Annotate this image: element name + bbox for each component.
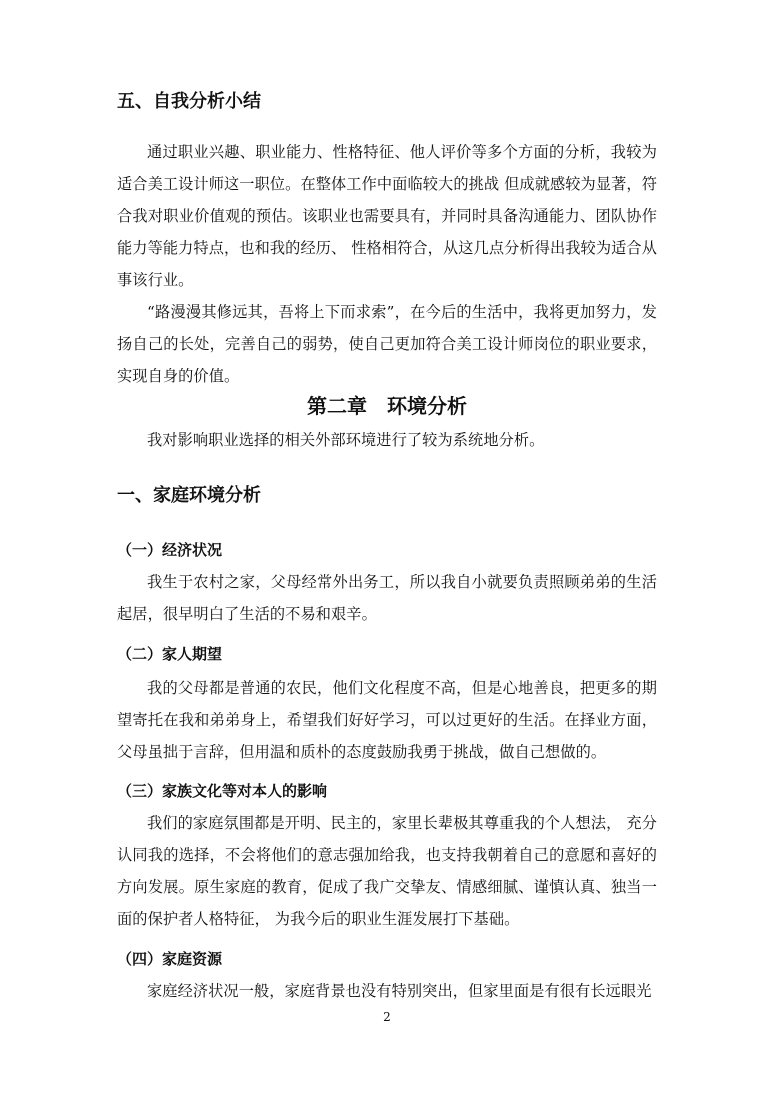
paragraph-family-culture: 我们的家庭氛围都是开明、民主的，家里长辈极其尊重我的个人想法， 充分认同我的选择，不会将他们的意志强加给我，也支持我朝着自己的意愿和喜好的方向发展。原生家庭的教育，促成了我广交挚友、情感细腻、谨慎认真、独当一面的保护者人格特征， 为我今后的职业生涯发展打下基础。 [117,814,657,928]
paragraph-economy: 我生于农村之家，父母经常外出务工，所以我自小就要负责照顾弟弟的生活起居，很早明白了生活的不易和艰辛。 [117,573,657,623]
chapter-title: 第二章 环境分析 [307,394,467,418]
section-heading-self-analysis-summary: 五、自我分析小结 [117,91,261,112]
section-heading-family-environment: 一、家庭环境分析 [117,485,261,506]
paragraph-motto: “路漫漫其修远其，吾将上下而求索”，在今后的生活中，我将更加努力，发扬自己的长处，完善自己的弱势，使自己更加符合美工设计师岗位的职业要求，实现自身的价值。 [117,303,657,385]
paragraph-summary: 通过职业兴趣、职业能力、性格特征、他人评价等多个方面的分析，我较为适合美工设计师这一职位。在整体工作中面临较大的挑战 但成就感较为显著，符合我对职业价值观的预估。该职业也需要具有，并同时具备沟通能力、团队协作能力等能力特点，也和我的经历、 性格相符合，从这几点分析得出我较为适合从事该行业。 [117,143,657,289]
chapter-intro: 我对影响职业选择的相关外部环境进行了较为系统地分析。 [147,431,545,449]
page-number: 2 [383,1010,391,1024]
paragraph-family-resources: 家庭经济状况一般，家庭背景也没有特别突出，但家里面是有很有长远眼光 [147,982,652,1000]
subheading-family-culture: （三）家族文化等对本人的影响 [117,782,328,800]
paragraph-expectation: 我的父母都是普通的农民，他们文化程度不高，但是心地善良，把更多的期望寄托在我和弟弟身上，希望我们好好学习，可以过更好的生活。在择业方面，父母虽拙于言辞，但用温和质朴的态度鼓励我勇于挑战，做自己想做的。 [117,679,657,761]
subheading-family-resources: （四）家庭资源 [117,950,223,968]
subheading-economy: （一）经济状况 [117,541,223,559]
subheading-expectation: （二）家人期望 [117,645,223,663]
